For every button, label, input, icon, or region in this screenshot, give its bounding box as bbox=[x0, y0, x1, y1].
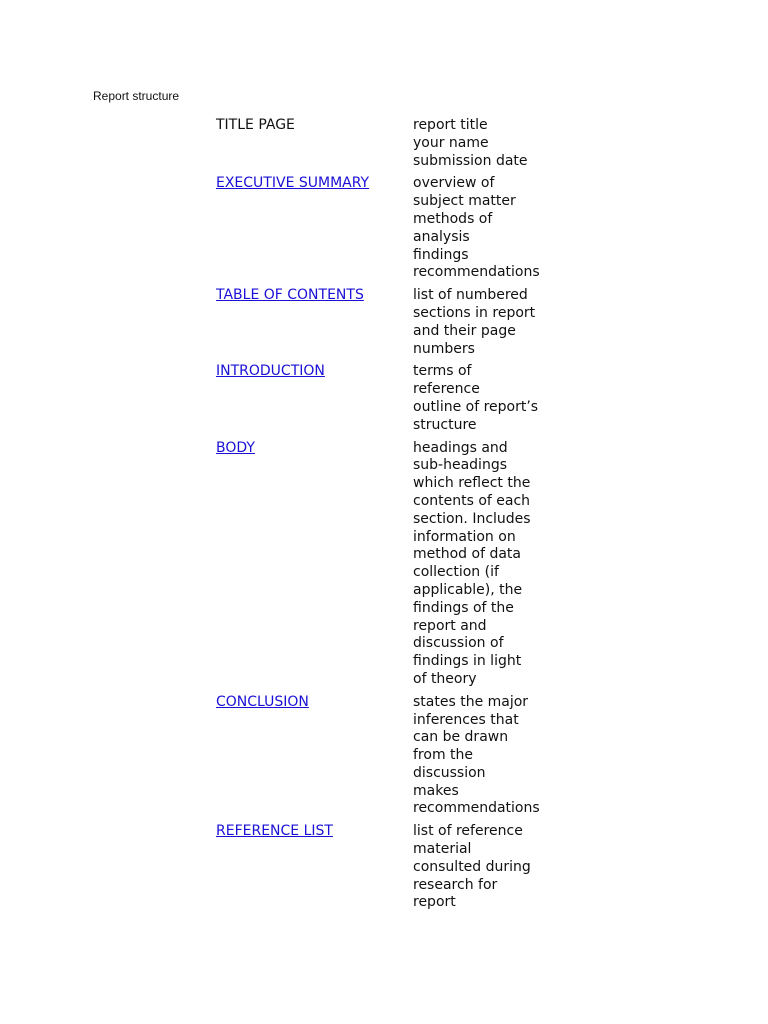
section-description bbox=[413, 117, 561, 170]
description-line: methods of bbox=[413, 210, 493, 227]
description-line: contents of each bbox=[413, 492, 531, 509]
description-line: information on bbox=[413, 528, 516, 545]
description-line: consulted during bbox=[413, 858, 531, 875]
description-line: makes bbox=[413, 782, 459, 799]
section-row-table-of-contents bbox=[216, 287, 561, 358]
description-line: numbers bbox=[413, 340, 475, 357]
description-line: collection (if bbox=[413, 564, 499, 581]
section-description bbox=[413, 823, 561, 912]
description-line: subject matter bbox=[413, 193, 516, 210]
description-line: report title bbox=[413, 117, 488, 133]
description-line: overview of bbox=[413, 175, 495, 192]
section-description bbox=[413, 287, 561, 358]
link-conclusion[interactable]: CONCLUSION bbox=[216, 693, 309, 710]
link-introduction[interactable]: INTRODUCTION bbox=[216, 363, 325, 380]
description-line: list of reference bbox=[413, 823, 523, 840]
description-line: findings in light bbox=[413, 653, 522, 670]
section-row-introduction bbox=[216, 363, 561, 434]
description-line: your name bbox=[413, 134, 489, 151]
section-row-title-page bbox=[216, 117, 561, 170]
description-line: research for bbox=[413, 876, 498, 893]
section-row-body bbox=[216, 440, 561, 689]
description-line: sections in report bbox=[413, 304, 536, 321]
description-line: from the bbox=[413, 747, 474, 764]
description-line: analysis bbox=[413, 228, 470, 245]
description-line: recommendations bbox=[413, 800, 540, 817]
description-line: inferences that bbox=[413, 711, 519, 728]
description-line: of theory bbox=[413, 670, 477, 687]
description-line: structure bbox=[413, 416, 477, 433]
description-line: reference bbox=[413, 381, 480, 398]
description-line: applicable), the bbox=[413, 581, 523, 598]
report-structure-table bbox=[216, 117, 561, 917]
description-line: outline of report’s bbox=[413, 398, 539, 415]
description-line: report bbox=[413, 894, 456, 911]
description-line: terms of bbox=[413, 363, 472, 380]
description-line: discussion of bbox=[413, 635, 504, 652]
description-line: sub-headings bbox=[413, 457, 508, 474]
link-body[interactable]: BODY bbox=[216, 439, 255, 456]
description-line: list of numbered bbox=[413, 287, 528, 304]
link-executive-summary[interactable]: EXECUTIVE SUMMARY bbox=[216, 175, 370, 192]
section-row-conclusion bbox=[216, 694, 561, 819]
link-reference-list[interactable]: REFERENCE LIST bbox=[216, 823, 333, 840]
document-heading: Report structure bbox=[93, 89, 180, 103]
description-line: report and bbox=[413, 617, 487, 634]
description-line: recommendations bbox=[413, 264, 540, 281]
section-description bbox=[413, 440, 561, 689]
description-line: material bbox=[413, 841, 472, 858]
description-line: findings of the bbox=[413, 599, 514, 616]
description-line: can be drawn bbox=[413, 729, 509, 746]
description-line: findings bbox=[413, 246, 469, 263]
description-line: discussion bbox=[413, 764, 486, 781]
description-line: headings and bbox=[413, 439, 508, 456]
section-description bbox=[413, 694, 561, 819]
section-row-reference-list bbox=[216, 823, 561, 912]
description-line: section. Includes bbox=[413, 510, 531, 527]
section-description bbox=[413, 363, 561, 434]
description-line: states the major bbox=[413, 693, 529, 710]
description-line: method of data bbox=[413, 546, 521, 563]
section-row-executive-summary bbox=[216, 175, 561, 282]
description-line: submission date bbox=[413, 152, 528, 169]
description-line: and their page bbox=[413, 322, 516, 339]
description-line: which reflect the bbox=[413, 475, 531, 492]
section-description bbox=[413, 175, 561, 282]
section-name: TITLE PAGE bbox=[216, 117, 295, 133]
link-table-of-contents[interactable]: TABLE OF CONTENTS bbox=[216, 287, 364, 304]
